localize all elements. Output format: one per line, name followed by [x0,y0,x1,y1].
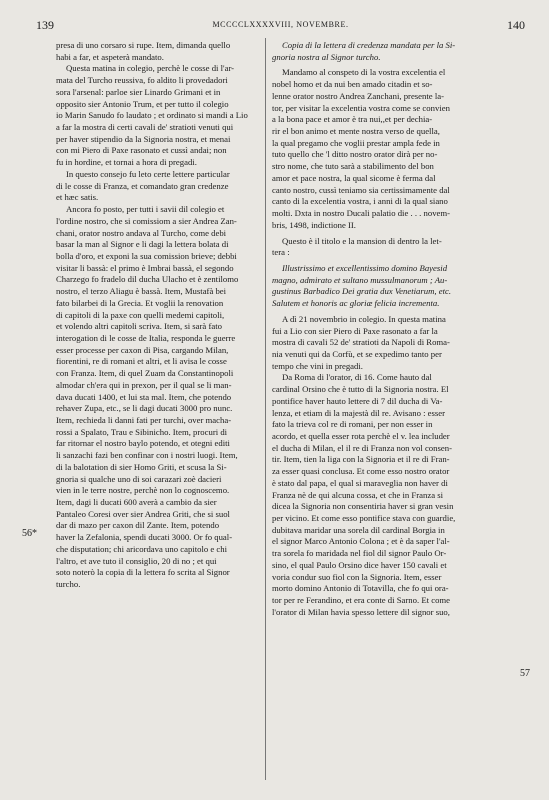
text-line: el ducha di Milan, el il re di Franza non vol consen- [272,442,452,453]
text-line: A dì 21 novembrio in colegio. In questa matina [282,313,446,324]
text-line: Item, dagi li ducati 600 averà a cambio da sier [56,497,217,508]
text-line: di le cosse di Franza, et comandato gran credenze [56,180,229,191]
text-line: tra sorela fo maridada nel fiol dil signor Paulo Or- [272,548,447,559]
running-title: MCCCCLXXXXVIII, NOVEMBRE. [212,20,349,29]
text-line: rir el bon animo et mente nostra verso de quella, [272,126,440,137]
text-line: Questa matina in colegio, perchè le cosse di l'ar- [66,63,235,74]
text-line: bris, 1498, indictione II. [272,219,356,230]
text-line: dubitava maridar una sorela dil cardinal Borgia in [272,524,445,535]
text-line: io Marin Sanudo fo laudato ; et ordinato si mandi a Lio [56,110,248,121]
text-line: tuto quello che 'l ditto nostro orator dirà per no- [272,149,438,160]
text-line: chani, orator nostro andava al Turcho, come debi [56,227,227,238]
page-number-left: 139 [36,18,54,32]
text-line: cardinal Orsino che è tutto di la Signoria nostra. El [272,384,449,395]
text-line: tor per re Ferandino, et era conte di Sarno. Et come [272,595,451,606]
text-line: Item, rechieda li danni fati per turchi, over macha- [56,415,232,425]
text-line: stro nome, che tuto sarà a stabilimento del bon [272,161,434,172]
text-line: sino, el qual Paulo Orsino dice haver 150 cavali et [272,559,447,570]
text-line: fato bilarbei di la Grecia. Et voglii la renovation [56,297,224,308]
text-line: mata del Turcho reussiva, fo aldito li provedadori [56,75,228,86]
text-line: basar la man al Signor e li dagi la lettera bolata di [56,239,229,250]
right-text-column [272,40,512,619]
text-line: rehaver Zupa, etc., se li dagi ducati 3000 pro nunc. [56,403,233,414]
text-line: vien in le terre nostre, perchè non lo cognoscemo. [56,485,230,496]
text-line: per haver stipendio da la Signoria nostra, et menai [56,133,231,144]
text-line: dar di mazo per caxon dil Zante. Item, potendo [56,520,220,531]
text-line: di capitoli di la paxe con quelli medemi capitoli, [56,309,225,320]
text-line: magno, admirato et sultano mussulmanorum ; Au- [272,274,448,285]
text-line: gnoria nostra al Signor turcho. [272,51,381,62]
text-line: mostra di cavali 52 de' stratioti da Napoli di Roma- [272,337,450,348]
text-line: a la bona pace et amor è tra nui,,et per dechia- [272,114,433,125]
text-line: bolla d'oro, et exponi la sua comission brieve; debbi [56,250,237,261]
text-line: Pantaleo Coresi over sier Andrea Griti, che si suol [56,508,230,519]
text-line: canto di la excelentia vostra, i anni di la qual siano [272,196,448,207]
text-line: di la balotation di sier Homo Griti, et scusa la Si- [56,461,227,472]
text-line: nobel homo et da nui ben amado citadin et so- [272,79,433,90]
text-line: esser processe per caxon di Pisa, cargando Milan, [56,344,229,355]
page-header [36,18,525,36]
text-line: dava ducati 1400, et lui sta mal. Item, che potendo [56,391,232,402]
text-line: almodar ch'era qui in prexon, per il qual se li man- [56,379,232,390]
text-line: l'ordine nostro, che si comissiom a sier Andrea Zan- [56,215,237,226]
text-line: el signor Marco Antonio Colona ; et è da saper l'al- [272,536,450,547]
text-line: l'altro, et ave tuto il consiglio, 20 di no ; et qui [56,555,217,566]
text-line: morto domino Antonio di Totavilla, che fo qui ora- [272,583,449,594]
text-line: sora l'arsenal: parloe sier Linardo Grimani et in [56,86,221,97]
text-line: soto noterò la copia di la lettera fo scrita al Signor [56,567,230,578]
text-line: Charzego fo fradelo dil ducha Ulacho et è zentilomo [56,274,239,285]
text-line: canto nostro, cussì teniamo sia certissimamente dal [272,184,450,195]
text-line: habi a far, et aspeterà mandato. [56,51,164,62]
text-line: pontifice haver hauto lettere di 7 dil ducha di Va- [272,395,443,406]
text-line: Questo è il titolo e la mansion di dentro la let- [282,235,442,246]
text-line: turcho. [56,579,81,590]
text-line: li sanzachi fazi ben confinar con i nostri luogi. Item, [56,450,238,461]
text-line: tor, per visitar la excelentia vostra come se convien [272,102,450,113]
text-line: Mandamo al conspeto di la vostra excelentia el [282,67,446,78]
text-line: Ancora fo posto, per tutti i savii dil colegio et [66,204,225,215]
text-line: lenza, et etiam di la majestà dil re. Avisano : esser [272,407,446,418]
text-line: gnoria si qualche uno di soi carazari zoè dacieri [56,473,222,484]
text-line: far ritornar el nostro baylo potendo, et otegni editi [56,438,230,449]
text-line: tir. Item, tien la liga con la Signoria et il re di Fran- [272,454,450,465]
text-line: la qual pregamo che voglii prestar ampla fede in [272,137,440,148]
text-line: è stato dal papa, el qual si maraveglia non haver di [272,477,448,488]
text-line: tempo che vini in pregadi. [272,360,363,371]
text-line: interogation di le cosse de Italia, responda le guerre [56,332,236,343]
text-line: voria condur suo fiol con la Signoria. Item, esser [272,571,442,582]
text-line: nostro, el terzo Aliagu è bassà. Item, Mustafà bei [56,286,227,297]
text-line: che disputation; chi aricordava uno capitolo e chi [56,543,228,554]
text-line: fiorentini, re di romani et altri, et li avisa le cosse [56,356,227,367]
text-line: et hæc satis. [56,192,99,203]
text-line: opposito sier Antonio Trum, et per tutto il colegio [56,98,229,109]
text-line: lenne orator nostro Andrea Zanchani, presente la- [272,90,444,101]
text-line: presa di uno corsaro si rupe. Item, dimanda quello [56,40,231,50]
text-line: Da Roma di l'orator, di 16. Come hauto dal [282,372,432,383]
text-line: Salutem et honoris ac gloriæ felicia incrementa. [272,298,440,309]
text-line: amor et pace nostra, la qual sicome è ferma dal [272,172,436,183]
text-line: Illustrissimo et excellentissimo domino Bayesid [282,262,448,273]
page-number-right: 140 [507,18,525,32]
text-line: dicea la Signoria non consentiria haver si gran vesin [272,501,454,512]
text-line: In questo consejo fu leto certe lettere particular [66,168,230,179]
text-line: tera : [272,247,290,258]
text-line: con mi Piero di Paxe rasonato et cussì andai; non [56,145,227,156]
text-line: con Franza. Item, di quel Zuam da Constantinopoli [56,368,234,379]
margin-number-right: 57 [520,668,530,679]
text-line: acordo, et quella esser rota perchè el v. lea includer [272,431,450,441]
text-line: fato la trieva col re di romani, per non esser in [272,419,433,430]
text-line: molti. Dxta in nostro Ducali palatio die . . . novem- [272,208,451,219]
text-line: a far la mostra di certi cavali de' stratioti venuti qui [56,122,234,133]
text-line: Copia di la lettera di credenza mandata per la Si- [282,40,456,50]
text-line: fu in hordine, et tornai a hora di pregadi. [56,157,197,168]
text-line: l'orator di Milan havia spesso lettere dil signor suo, [272,606,450,617]
text-line: haver la Zefalonia, spendi ducati 3000. Or fo qual- [56,532,233,543]
text-line: et volendo altri capitoli scriva. Item, si sarà fato [56,321,222,332]
text-line: per vicino. Et come esso pontifice stava con guardie, [272,513,456,524]
left-text-column [56,40,292,591]
margin-number-left: 56* [22,528,37,539]
text-line: gustinus Barbadico Dei gratia dux Venetiarum, etc. [272,286,452,297]
text-line: fui a Lio con sier Piero di Paxe rasonato a far la [272,325,438,336]
text-line: za esser quasi conclusa. Et come esso nostro orator [272,466,450,477]
text-line: visitar li bassà: el primo è Imbrai bassà, el segondo [56,262,234,273]
text-line: rossi a Spalato, Trau e Sibinicho. Item, procuri di [56,426,228,437]
text-line: Franza nè de qui alcuna cossa, et che in Franza si [272,489,444,500]
text-line: nia venuti qui da Corfù, et se expedimo tanto per [272,348,442,359]
